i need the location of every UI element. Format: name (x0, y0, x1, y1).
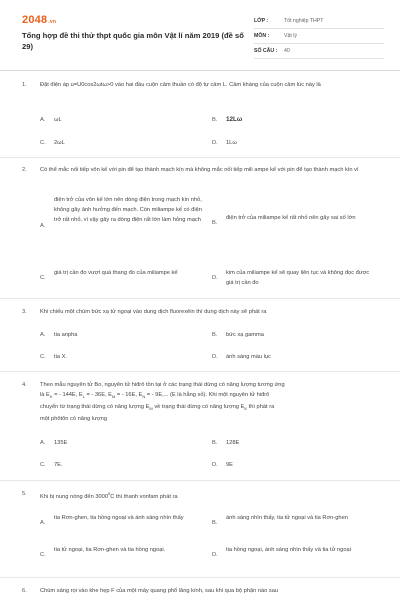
option-text: ωL (54, 117, 62, 123)
option-text: 1Lω (226, 140, 237, 146)
option-letter: A. (40, 332, 46, 338)
text-part: = - 144E, E (52, 392, 83, 398)
option-letter: B. (212, 117, 218, 123)
subscript: L (82, 394, 85, 400)
option-letter: A. (40, 440, 46, 446)
option-letter: A. (40, 223, 46, 229)
meta-key: MÔN : (254, 33, 270, 39)
brand-suffix: .vn (48, 19, 57, 25)
option-text: kim của miliampe kế sẽ quay liên tục và không đọc được giá trị cần đo (226, 270, 370, 286)
option-letter: D. (212, 462, 218, 468)
text-part: Khi bị nung nóng đến 3000 (40, 493, 108, 500)
text-part: = - 16E, E (115, 392, 143, 398)
text-part: về trạng thái dừng có năng lượng E (152, 404, 245, 411)
question-text (40, 380, 382, 424)
text-part: = - 9E,... (E là hằng số). Khi một nguyên tử hiđrô (145, 392, 270, 398)
option-text: điện trở của miliampe kế rất nhỏ nên gây sai số lớn (226, 215, 356, 221)
option-letter: C. (40, 462, 46, 468)
document-title: Tổng hợp đề thi thử thpt quốc gia môn Vật lí năm 2019 (đề số 29) (22, 31, 244, 51)
question-text-line: một phôtôn có năng lượng (40, 416, 107, 423)
option-text: ánh sáng nhìn thấy, tia tử ngoại và tia Rơn-ghen (226, 515, 348, 521)
option-letter: B. (212, 332, 218, 338)
question-number: 1. (22, 82, 27, 88)
meta-value: 40 (284, 48, 290, 54)
option-text: 7E. (54, 462, 63, 468)
option-letter: C. (40, 354, 46, 360)
question-text: Chùm sáng rọi vào khe hẹp F của một máy quang phổ lăng kính, sau khi qua bộ phận nào sau (40, 588, 279, 594)
question-text: Có thể mắc nối tiếp vôn kế với pin để tạo thành mạch kín mà không mắc nối tiếp mili ampe kế với pin để tạo thành mạch kín vì (40, 167, 359, 173)
question-number: 3. (22, 309, 27, 315)
question-3 (22, 307, 382, 317)
question-number: 6. (22, 588, 27, 594)
question-divider (0, 480, 400, 481)
option-text: tia hồng ngoại, ánh sáng nhìn thấy và tia tử ngoại (226, 547, 351, 553)
question-text: Đặt điện áp u=U0cos2ωtω>0 vào hai đầu cuộn cảm thuần có độ tự cảm L. Cảm kháng của cuộn cảm lúc này là (40, 82, 321, 88)
text-part: là E (40, 392, 50, 398)
option-text: tia anpha (54, 332, 78, 338)
subscript: M (149, 406, 153, 412)
option-letter: B. (212, 440, 218, 446)
question-text: Khi chiếu một chùm bức xạ tử ngoại vào dung dịch fluorexêin thì dung dịch này sẽ phát ra (40, 309, 267, 315)
text-part: C thì thanh vonfam phát ra (110, 493, 178, 500)
meta-value: Vật lý (284, 33, 297, 39)
question-4 (22, 380, 382, 424)
meta-row-class (254, 14, 384, 29)
option-letter: D. (212, 275, 218, 281)
exam-meta (254, 14, 384, 59)
option-a[interactable] (40, 195, 210, 257)
brand-name: 2048 (22, 14, 48, 26)
brand-logo[interactable] (22, 14, 56, 26)
question-divider (0, 298, 400, 299)
option-text: giá trị cần đo vượt quá thang đo của miliampe kế (54, 270, 178, 276)
meta-row-count (254, 44, 384, 59)
question-divider (0, 157, 400, 158)
question-5 (22, 489, 382, 502)
option-text: 128E (226, 440, 240, 446)
question-divider (0, 577, 400, 578)
meta-value: Tốt nghiệp THPT (284, 18, 324, 24)
subscript: K (49, 394, 53, 400)
text-part: chuyển từ trạng thái dừng có năng lượng E (40, 404, 150, 411)
meta-key: SỐ CÂU : (254, 48, 278, 54)
option-letter: D. (212, 140, 218, 146)
question-number: 5. (22, 491, 27, 497)
question-text-line (40, 390, 382, 402)
option-text: 12Lω (226, 116, 243, 123)
option-text: 2ωL (54, 140, 65, 146)
header-divider (0, 70, 400, 71)
meta-row-subject (254, 29, 384, 44)
question-2 (22, 165, 382, 175)
question-text-line (40, 402, 382, 414)
subscript: K (244, 406, 248, 412)
text-part: = - 36E, E (84, 392, 112, 398)
option-letter: A. (40, 520, 46, 526)
option-text: 135E (54, 440, 68, 446)
text-part: thì phát ra (247, 404, 275, 411)
option-text: ánh sáng màu lục (226, 354, 271, 360)
option-letter: C. (40, 552, 46, 558)
subscript: N (142, 394, 146, 400)
option-letter: B. (212, 520, 218, 526)
question-text-line: Theo mẫu nguyên tử Bo, nguyên tử hiđrô tồn tại ở các trạng thái dừng có năng lượng tương ứng (40, 382, 285, 388)
option-letter: A. (40, 117, 46, 123)
option-text: tia X. (54, 354, 67, 360)
option-letter: C. (40, 275, 46, 281)
question-number: 4. (22, 382, 27, 388)
subscript: M (111, 394, 116, 400)
option-text: 9E (226, 462, 233, 468)
option-text: điện trở của vôn kế lớn nên dòng điện trong mạch kín nhỏ, không gây ảnh hưởng đến mạch. Còn miliampe kế có điện trở rất nhỏ, vì vậy gây ra dòng điện rất lớn làm hỏng mạch (54, 197, 202, 223)
option-letter: D. (212, 354, 218, 360)
superscript: 0 (108, 491, 111, 496)
question-1 (22, 80, 382, 90)
question-6 (22, 586, 382, 596)
option-letter: B. (212, 220, 218, 226)
option-text: tia tử ngoại, tia Rơn-ghen và tia hồng ngoại. (54, 547, 166, 553)
question-divider (0, 371, 400, 372)
option-text: tia Rơn-ghen, tia hồng ngoại và ánh sáng nhìn thấy (54, 515, 184, 521)
question-number: 2. (22, 167, 27, 173)
question-text (40, 489, 382, 502)
option-text: bức xạ gamma (226, 332, 264, 338)
meta-key: LỚP : (254, 18, 269, 24)
option-letter: D. (212, 552, 218, 558)
option-letter: C. (40, 140, 46, 146)
